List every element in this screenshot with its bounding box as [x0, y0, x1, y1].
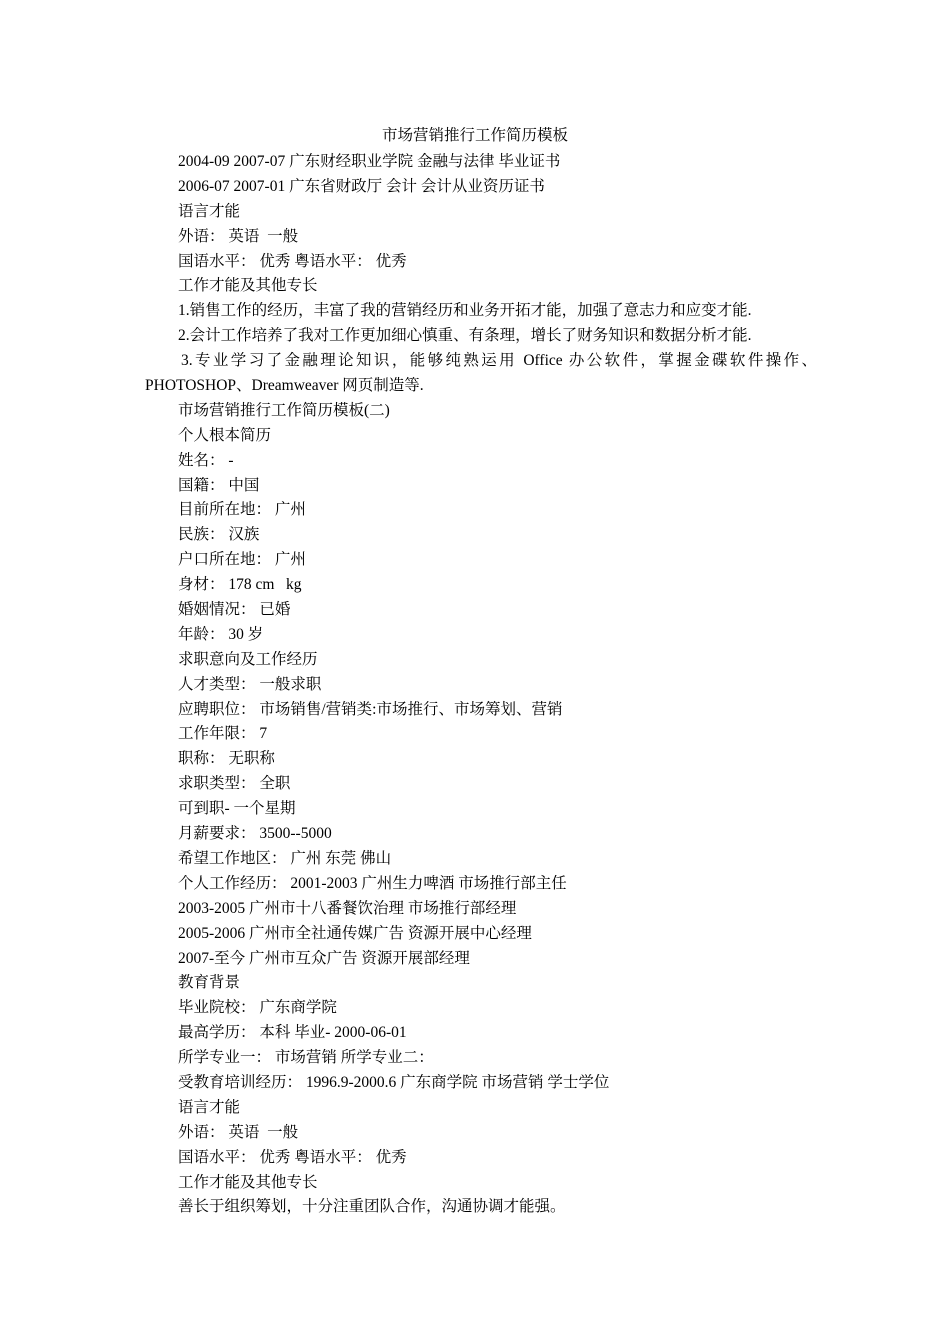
salary-line: 月薪要求： 3500--5000: [178, 825, 332, 843]
section-heading-skills-2: 工作才能及其他专长: [178, 1173, 318, 1191]
work-history-line-1: 个人工作经历： 2001-2003 广州生力啤酒 市场推行部主任: [178, 874, 567, 892]
section-heading-job-intent: 求职意向及工作经历: [178, 650, 318, 668]
section-heading-skills: 工作才能及其他专长: [178, 277, 318, 295]
applied-position-line: 应聘职位： 市场销售/营销类:市场推行、市场筹划、营销: [178, 700, 563, 718]
mandarin-cantonese-line-2: 国语水平： 优秀 粤语水平： 优秀: [178, 1148, 407, 1166]
height-weight-line: 身材： 178 cm kg: [178, 576, 302, 594]
section-heading-language-2: 语言才能: [178, 1098, 241, 1116]
edu-cert-line-1: 2004-09 2007-07 广东财经职业学院 金融与法律 毕业证书: [178, 153, 561, 170]
work-history-line-2: 2003-2005 广州市十八番餐饮治理 市场推行部经理: [178, 899, 517, 917]
skill-item-3: 3.专业学习了金融理论知识，能够纯熟运用 Office 办公软件，掌握金碟软件操作、: [181, 352, 817, 370]
job-type-line: 求职类型： 全职: [178, 775, 291, 793]
foreign-language-line: 外语： 英语 一般: [178, 227, 299, 245]
talent-type-line: 人才类型： 一般求职: [178, 675, 322, 693]
age-line: 年龄： 30 岁: [178, 625, 264, 643]
second-template-title: 市场营销推行工作简历模板(二): [178, 401, 390, 419]
work-history-line-4: 2007-至今 广州市互众广告 资源开展部经理: [178, 949, 470, 967]
edu-cert-line-2: 2006-07 2007-01 广东省财政厅 会计 会计从业资历证书: [178, 177, 545, 195]
skill-item-2: 2.会计工作培养了我对工作更加细心慎重、有条理，增长了财务知识和数据分析才能.: [178, 327, 752, 345]
section-heading-language: 语言才能: [178, 202, 241, 220]
nationality-line: 国籍： 中国: [178, 476, 260, 494]
document-title: 市场营销推行工作简历模板: [381, 127, 568, 144]
training-line: 受教育培训经历： 1996.9-2000.6 广东商学院 市场营销 学士学位: [178, 1073, 610, 1091]
section-heading-education: 教育背景: [178, 974, 241, 992]
preferred-area-line: 希望工作地区： 广州 东莞 佛山: [178, 849, 392, 867]
major-line: 所学专业一： 市场营销 所学专业二：: [178, 1049, 434, 1067]
degree-line: 最高学历： 本科 毕业- 2000-06-01: [178, 1024, 407, 1042]
current-location-line: 目前所在地： 广州: [178, 501, 306, 519]
household-location-line: 户口所在地： 广州: [178, 551, 306, 569]
document-body: [145, 150, 817, 1220]
work-history-line-3: 2005-2006 广州市全社通传媒广告 资源开展中心经理: [178, 924, 532, 942]
marital-status-line: 婚姻情况： 已婚: [178, 601, 291, 619]
skill-summary-line: 善长于组织筹划，十分注重团队合作，沟通协调才能强。: [178, 1198, 566, 1216]
school-line: 毕业院校： 广东商学院: [178, 999, 337, 1017]
skill-item-1: 1.销售工作的经历，丰富了我的营销经历和业务开拓才能，加强了意志力和应变才能.: [178, 302, 752, 320]
job-title-line: 职称： 无职称: [178, 750, 275, 768]
section-heading-basic-info: 个人根本简历: [178, 426, 272, 444]
work-years-line: 工作年限： 7: [178, 725, 268, 743]
availability-line: 可到职- 一个星期: [178, 800, 296, 818]
skill-item-3-continued: PHOTOSHOP、Dreamweaver 网页制造等.: [145, 377, 424, 395]
mandarin-cantonese-line: 国语水平： 优秀 粤语水平： 优秀: [178, 252, 407, 270]
name-line: 姓名： -: [178, 451, 234, 469]
foreign-language-line-2: 外语： 英语 一般: [178, 1123, 299, 1141]
ethnicity-line: 民族： 汉族: [178, 526, 260, 544]
